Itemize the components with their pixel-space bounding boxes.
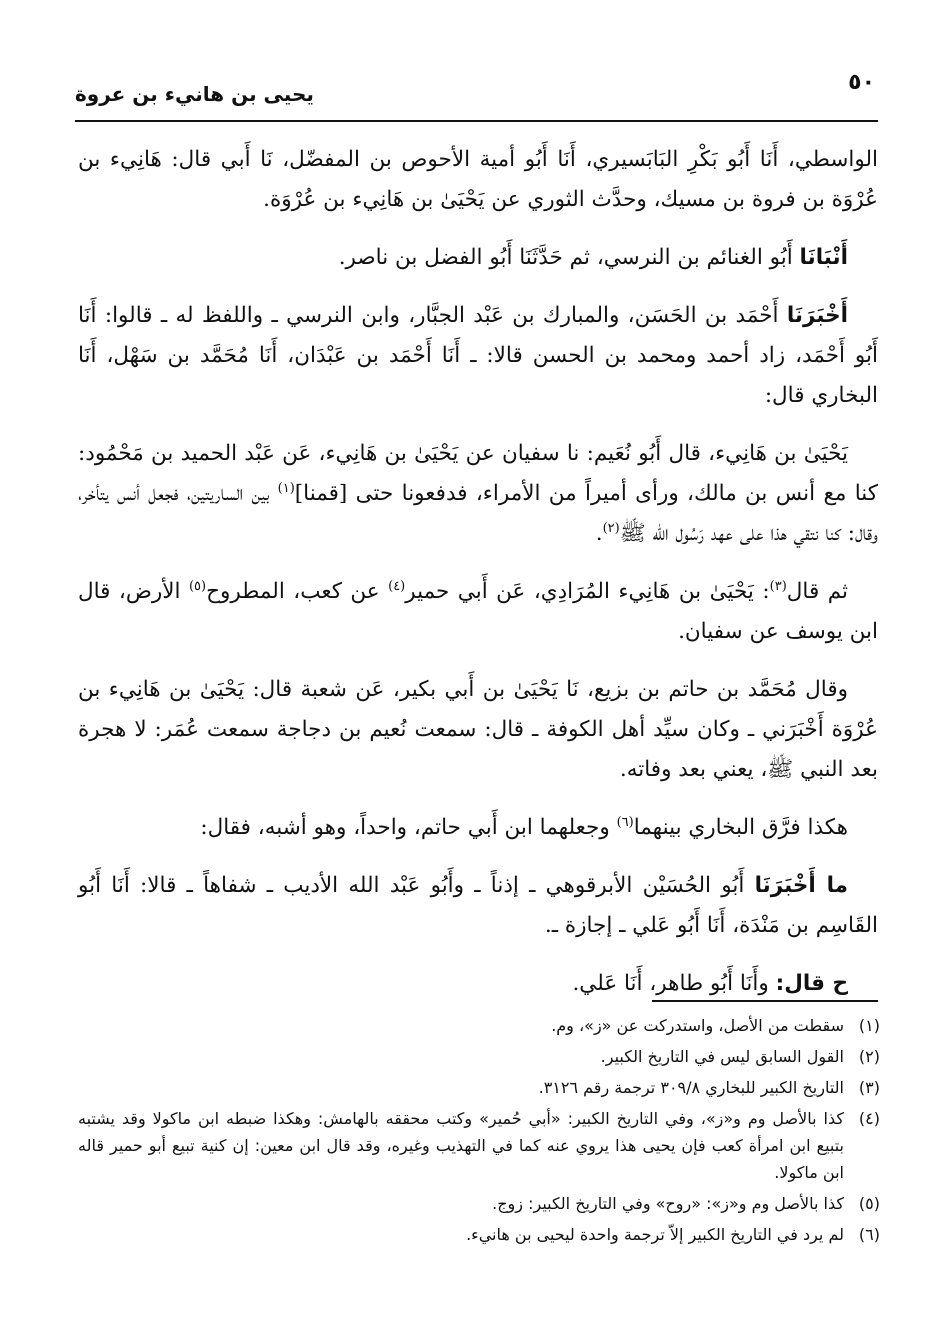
- paragraph-6: [78, 670, 878, 790]
- paragraph-6-text: وقال مُحَمَّد بن حاتم بن بزيع، نَا يَحْيَىٰ بن أَبي بكير، عَن شعبة قال: يَحْيَىٰ بن هَانِيء بن عُرْوَة أَخْبَرَني ـ وكان سيِّد أهل الكوفة ـ قال: سمعت نُعيم بن دجاجة سمعت عُمَر: لا هجرة بعد النبي ﷺ، يعني بعد وفاته.: [78, 677, 878, 782]
- footnote-separator: [652, 1000, 878, 1002]
- footnote-text: كذا بالأصل وم و«ز»: «روح» وفي التاريخ الكبير: زوج.: [492, 1194, 844, 1213]
- footnote-text: سقطت من الأصل، واستدركت عن «ز»، وم.: [551, 1016, 844, 1035]
- paragraph-1: [78, 140, 878, 220]
- footnote-4: [78, 1105, 880, 1186]
- paragraph-4: [78, 434, 878, 554]
- paragraph-7: [78, 808, 878, 848]
- paragraph-4-text-c: .: [595, 521, 603, 546]
- paragraph-2: [78, 238, 878, 278]
- footnote-2: [78, 1043, 880, 1070]
- paragraph-5-text-b: : يَحْيَىٰ بن هَانِيء المُرَادِي، عَن أَبي حمير: [405, 579, 770, 604]
- footnote-number: (٤): [858, 1109, 880, 1128]
- paragraph-4-text-b: بين الساريتين، فجعل أنس يتأخر، وقال: كنا نتقي هذا على عهد رَسُول الله ﷺ: [78, 481, 878, 546]
- footnote-number: (٥): [858, 1194, 880, 1213]
- paragraph-8-text: أَبُو الحُسَيْن الأبرقوهي ـ إذناً ـ وأَبُو عَبْد الله الأديب ـ شفاهاً ـ قالا: أَنَا أَبُو القَاسِم بن مَنْدَة، أَنَا أَبُو عَلي ـ إجازة ـ.: [78, 873, 878, 938]
- footnote-ref-4: (٤): [388, 578, 406, 594]
- footnote-number: (١): [858, 1016, 880, 1035]
- footnote-text: القول السابق ليس في التاريخ الكبير.: [600, 1047, 844, 1066]
- footnote-5: [78, 1190, 880, 1217]
- paragraph-8: [78, 866, 878, 946]
- footnote-6: [78, 1221, 880, 1248]
- paragraph-3: [78, 296, 878, 416]
- footnote-3: [78, 1074, 880, 1101]
- paragraph-8-lead: ما أَخْبَرَنَا: [754, 873, 848, 898]
- paragraph-1-text: الواسطي، أَنَا أَبُو بَكْرِ البَابَسيري، أَنَا أَبُو أمية الأحوص بن المفضّل، نَا أَبي قال: هَانِيء بن عُرْوَة بن فروة بن مسيك، وحدَّث الثوري عن يَحْيَىٰ بن هَانِيء بن عُرْوَة.: [78, 147, 878, 212]
- paragraph-5-text-d: الأرض، قال ابن يوسف عن سفيان.: [78, 579, 878, 644]
- paragraph-2-lead: أَنْبَانَا: [799, 245, 848, 270]
- paragraph-4-text-a: يَحْيَىٰ بن هَانِيء، قال أَبُو نُعَيم: نا سفيان عن يَحْيَىٰ بن هَانِيء، عَن عَبْد الحميد بن مَحْمُود: كنا مع أنس بن مالك، ورأى أميراً من الأمراء، فدفعونا حتى [قمنا]: [78, 441, 879, 506]
- footnote-text: لم يرد في التاريخ الكبير إلاّ ترجمة واحدة ليحيى بن هانيء.: [466, 1225, 844, 1244]
- footnote-ref-3: (٣): [769, 578, 787, 594]
- paragraph-3-text: أَحْمَد بن الحَسَن، والمبارك بن عَبْد الجبَّار، وابن النرسي ـ واللفظ له ـ قالوا: أَنَا أَبُو أَحْمَد، زاد أحمد ومحمد بن الحسن قالا: ـ أَنَا أَحْمَد بن عَبْدَان، أَنَا مُحَمَّد بن سَهْل، أَنَا البخاري قال:: [78, 303, 878, 408]
- footnote-ref-6: (٦): [616, 814, 634, 830]
- paragraph-5: [78, 572, 878, 652]
- footnote-text: كذا بالأصل وم و«ز»، وفي التاريخ الكبير: «أبي حُمير» وكتب محققه بالهامش: وهكذا ضبطه ابن ماكولا وقد يشتبه بتبيع ابن امرأة كعب فإن يحيى هذا يروي عنه كما في التهذيب وغيره، وقد قال ابن معين: إن كنية تبيع أبو حمير قاله ابن ماكولا.: [78, 1109, 844, 1182]
- footnote-number: (٢): [858, 1047, 880, 1066]
- page-header: [75, 70, 875, 110]
- paragraph-9-lead: ح قال:: [775, 971, 848, 996]
- footnote-1: [78, 1012, 880, 1039]
- footnote-number: (٣): [858, 1078, 880, 1097]
- paragraph-7-text-b: وجعلهما ابن أَبي حاتم، واحداً، وهو أشبه، فقال:: [200, 815, 617, 840]
- paragraph-9: [78, 964, 878, 1004]
- paragraph-5-text-c: عن كعب، المطروح: [206, 579, 389, 604]
- header-rule: [75, 120, 878, 122]
- paragraph-3-lead: أَخْبَرَنَا: [786, 303, 848, 328]
- footnotes: [78, 1012, 880, 1252]
- footnote-number: (٦): [858, 1225, 880, 1244]
- running-title: يحيى بن هانيء بن عروة: [75, 82, 314, 106]
- paragraph-7-text-a: هكذا فرَّق البخاري بينهما: [633, 815, 848, 840]
- footnote-ref-2: (٢): [602, 520, 620, 536]
- footnote-ref-5: (٥): [188, 578, 207, 594]
- footnote-ref-1: (١): [277, 480, 295, 496]
- main-text: [78, 140, 878, 1022]
- paragraph-2-text: أَبُو الغنائم بن النرسي، ثم حَدَّثَنَا أَبُو الفضل بن ناصر.: [338, 245, 800, 270]
- paragraph-5-text-a: ثم قال: [786, 579, 849, 604]
- paragraph-9-text: وأَنَا أَبُو طاهر، أَنَا عَلي.: [572, 971, 776, 996]
- footnote-text: التاريخ الكبير للبخاري ٣٠٩/٨ ترجمة رقم ٣١٢٦.: [538, 1078, 844, 1097]
- page-number: ٥٠: [848, 70, 875, 95]
